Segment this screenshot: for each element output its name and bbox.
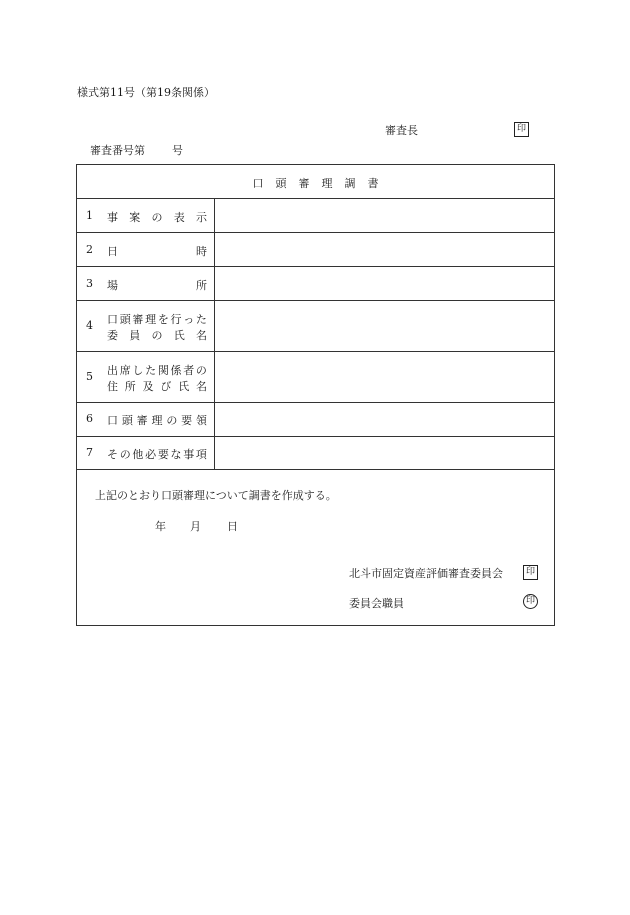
exam-number-prefix: 審査番号第 (90, 144, 145, 157)
row-label (107, 412, 207, 428)
label-char: 時 (196, 245, 207, 258)
label-char: 示 (196, 211, 207, 224)
date-month: 月 (190, 520, 201, 533)
label-char: 係 (170, 364, 182, 377)
label-char: な (170, 448, 182, 461)
divider (77, 232, 554, 233)
row-value-field[interactable] (217, 201, 553, 230)
label-char: た (145, 364, 157, 377)
label-char: 名 (195, 380, 207, 393)
label-char: 理 (151, 414, 163, 427)
round-seal-stamp-icon: 印 (523, 594, 538, 609)
label-char: 氏 (178, 380, 190, 393)
label-char: 要 (181, 414, 193, 427)
column-divider (214, 198, 215, 469)
statement-text: 上記のとおり口頭審理について調書を作成する。 (95, 489, 337, 502)
row-number: 1 (86, 209, 93, 222)
label-char: 場 (107, 279, 118, 292)
row-number: 5 (86, 370, 93, 383)
seal-stamp-icon: 印 (523, 565, 538, 580)
divider (77, 266, 554, 267)
label-char: 氏 (173, 329, 185, 342)
row-value-field[interactable] (217, 354, 553, 400)
row-value-field[interactable] (217, 269, 553, 298)
row-label (107, 209, 207, 225)
row-value-field[interactable] (217, 439, 553, 467)
label-char: 委 (107, 329, 118, 342)
label-char: 名 (196, 329, 207, 342)
row-value-field[interactable] (217, 405, 553, 434)
label-char: 出 (107, 364, 118, 377)
divider (77, 198, 554, 199)
label-char: を (157, 313, 169, 326)
label-char: 案 (129, 211, 141, 224)
row-label (107, 446, 207, 462)
row-value-field[interactable] (217, 303, 553, 349)
table-title: 口頭審理調書 (252, 177, 391, 190)
row-label-line (107, 311, 207, 327)
row-label-line (107, 378, 207, 394)
label-char: 員 (129, 329, 141, 342)
label-char: 要 (157, 448, 169, 461)
row-label-line (107, 362, 207, 378)
label-char: の (166, 414, 178, 427)
label-char: 者 (183, 364, 195, 377)
divider (77, 469, 554, 470)
label-char: そ (107, 448, 118, 461)
row-number: 6 (86, 412, 93, 425)
exam-number-suffix: 号 (172, 144, 183, 157)
label-char: 行 (170, 313, 182, 326)
label-char: 他 (132, 448, 144, 461)
form-number: 様式第11号（第19条関係） (77, 86, 215, 99)
row-number: 2 (86, 243, 93, 256)
label-char: 理 (145, 313, 157, 326)
label-char: 頭 (121, 414, 133, 427)
label-char: っ (183, 313, 195, 326)
row-number: 7 (86, 446, 93, 459)
label-char: 住 (107, 380, 118, 393)
label-char: 事 (183, 448, 195, 461)
label-char: の (151, 329, 163, 342)
label-char: 頭 (119, 313, 131, 326)
label-char: 審 (132, 313, 144, 326)
label-char: 項 (195, 448, 207, 461)
row-label (107, 243, 207, 259)
label-char: し (132, 364, 144, 377)
staff-label: 委員会職員 (349, 597, 404, 610)
row-label (107, 277, 207, 293)
label-char: の (119, 448, 131, 461)
row-label-line (107, 327, 207, 343)
hearing-record-form (76, 164, 555, 626)
row-number: 3 (86, 277, 93, 290)
label-char: 所 (196, 279, 207, 292)
label-char: 必 (145, 448, 157, 461)
divider (77, 402, 554, 403)
date-year: 年 (155, 520, 166, 533)
label-char: の (195, 364, 207, 377)
label-char: 口 (107, 414, 118, 427)
divider (77, 351, 554, 352)
label-char: 日 (107, 245, 118, 258)
label-char: 及 (142, 380, 154, 393)
label-char: の (151, 211, 163, 224)
label-char: 席 (119, 364, 131, 377)
label-char: 表 (173, 211, 185, 224)
seal-stamp-icon: 印 (514, 122, 529, 137)
row-value-field[interactable] (217, 235, 553, 264)
divider (77, 436, 554, 437)
label-char: 領 (195, 414, 207, 427)
label-char: 関 (157, 364, 169, 377)
label-char: 審 (136, 414, 148, 427)
examiner-chief-label: 審査長 (385, 124, 418, 137)
divider (77, 300, 554, 301)
label-char: 事 (107, 211, 118, 224)
label-char: 所 (124, 380, 136, 393)
date-day: 日 (227, 520, 238, 533)
label-char: た (195, 313, 207, 326)
label-char: び (160, 380, 172, 393)
committee-name: 北斗市固定資産評価審査委員会 (349, 567, 503, 580)
row-number: 4 (86, 319, 93, 332)
label-char: 口 (107, 313, 118, 326)
